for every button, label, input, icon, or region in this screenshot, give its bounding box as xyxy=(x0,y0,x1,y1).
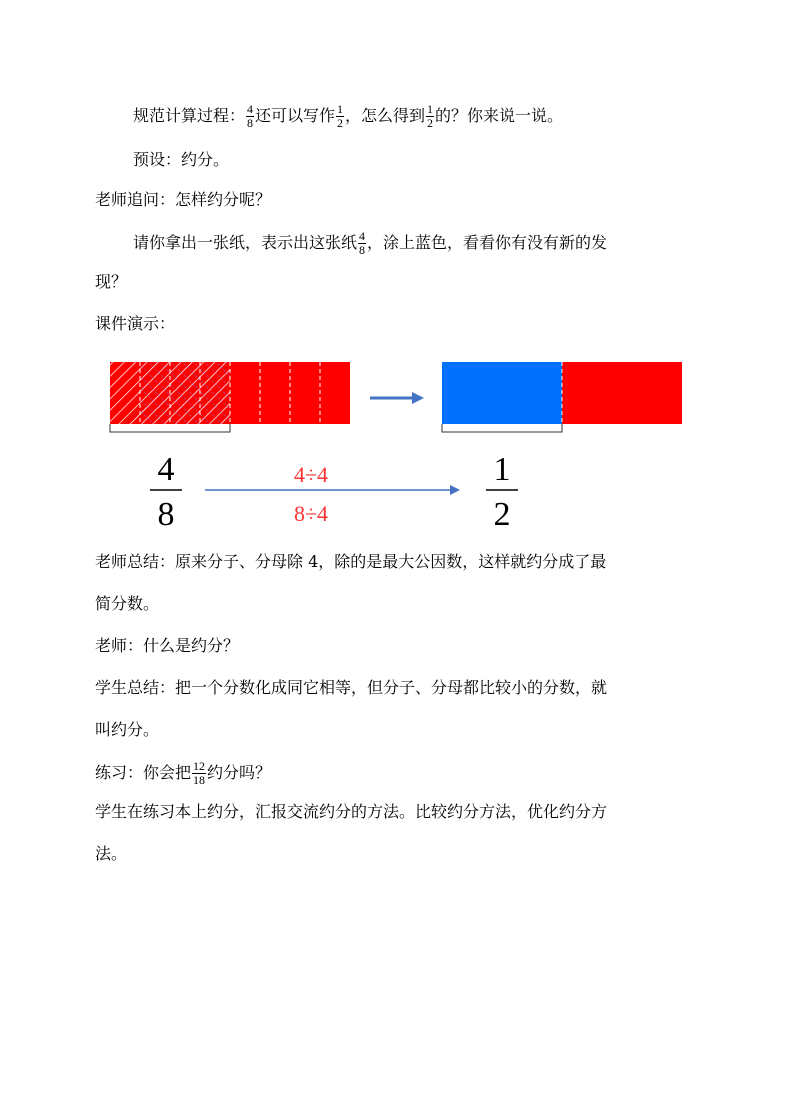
reduction-arrow xyxy=(205,485,460,495)
paragraph-teacher-summary-cont: 简分数。 xyxy=(95,594,160,613)
paragraph-teacher-summary: 老师总结：原来分子、分母除 4，除的是最大公因数，这样就约分成了最 xyxy=(95,552,607,571)
denominator: 18 xyxy=(193,773,206,787)
paragraph-calc-process xyxy=(133,103,563,130)
red-half xyxy=(562,362,682,424)
right-bracket xyxy=(442,424,562,432)
paragraph-practice xyxy=(95,760,271,787)
denominator: 8 xyxy=(247,116,254,130)
denominator: 8 xyxy=(359,243,366,257)
text: 规范计算过程： xyxy=(133,106,246,125)
denominator: 2 xyxy=(427,116,434,130)
paragraph-student-summary-cont: 叫约分。 xyxy=(95,720,160,739)
operation-denominator: 8÷4 xyxy=(293,501,329,526)
right-fraction-1-2 xyxy=(486,451,518,533)
fraction-12-18 xyxy=(192,760,206,787)
text: 请你拿出一张纸，表示出这张纸 xyxy=(133,233,358,252)
fraction-4-8 xyxy=(358,230,366,257)
blue-hatch-overlay xyxy=(140,362,230,424)
text: 还可以写作 xyxy=(255,106,336,125)
text: 练习：你会把 xyxy=(95,763,192,782)
numerator: 4 xyxy=(359,229,366,243)
numerator: 4 xyxy=(247,102,254,116)
fraction-reduction-diagram xyxy=(0,350,790,540)
paragraph-student-summary: 学生总结：把一个分数化成同它相等，但分子、分母都比较小的分数，就 xyxy=(95,678,608,697)
numerator: 1 xyxy=(337,102,344,116)
paragraph-paper-task-cont: 现？ xyxy=(95,272,128,291)
denominator: 2 xyxy=(493,496,511,533)
left-bar-eighths xyxy=(110,362,350,432)
operation-numerator: 4÷4 xyxy=(293,462,329,487)
paragraph-paper-task xyxy=(133,230,607,257)
fraction-1-2 xyxy=(426,103,434,130)
right-bar-halves xyxy=(442,362,682,432)
paragraph-student-practice: 学生在练习本上约分，汇报交流约分的方法。比较约分方法，优化约分方 xyxy=(95,802,608,821)
fraction-4-8 xyxy=(246,103,254,130)
paragraph-teacher-question: 老师追问：怎样约分呢？ xyxy=(95,190,272,209)
transform-arrow xyxy=(370,392,424,404)
left-fraction-4-8 xyxy=(150,451,182,533)
paragraph-preset: 预设：约分。 xyxy=(133,150,230,169)
text: ，涂上蓝色，看看你有没有新的发 xyxy=(367,233,608,252)
fraction-1-2 xyxy=(336,103,344,130)
paragraph-what-is-reduction: 老师：什么是约分？ xyxy=(95,636,240,655)
text: 的？你来说一说。 xyxy=(435,106,564,125)
blue-half xyxy=(442,362,562,424)
numerator: 12 xyxy=(193,759,206,773)
paragraph-courseware-demo: 课件演示： xyxy=(95,314,176,333)
denominator: 8 xyxy=(157,496,175,533)
text: 约分吗？ xyxy=(207,763,272,782)
paragraph-student-practice-cont: 法。 xyxy=(95,844,128,863)
numerator: 1 xyxy=(493,451,511,488)
text: ，怎么得到 xyxy=(345,106,426,125)
numerator: 1 xyxy=(427,102,434,116)
numerator: 4 xyxy=(157,451,175,488)
left-bracket xyxy=(110,424,230,432)
denominator: 2 xyxy=(337,116,344,130)
